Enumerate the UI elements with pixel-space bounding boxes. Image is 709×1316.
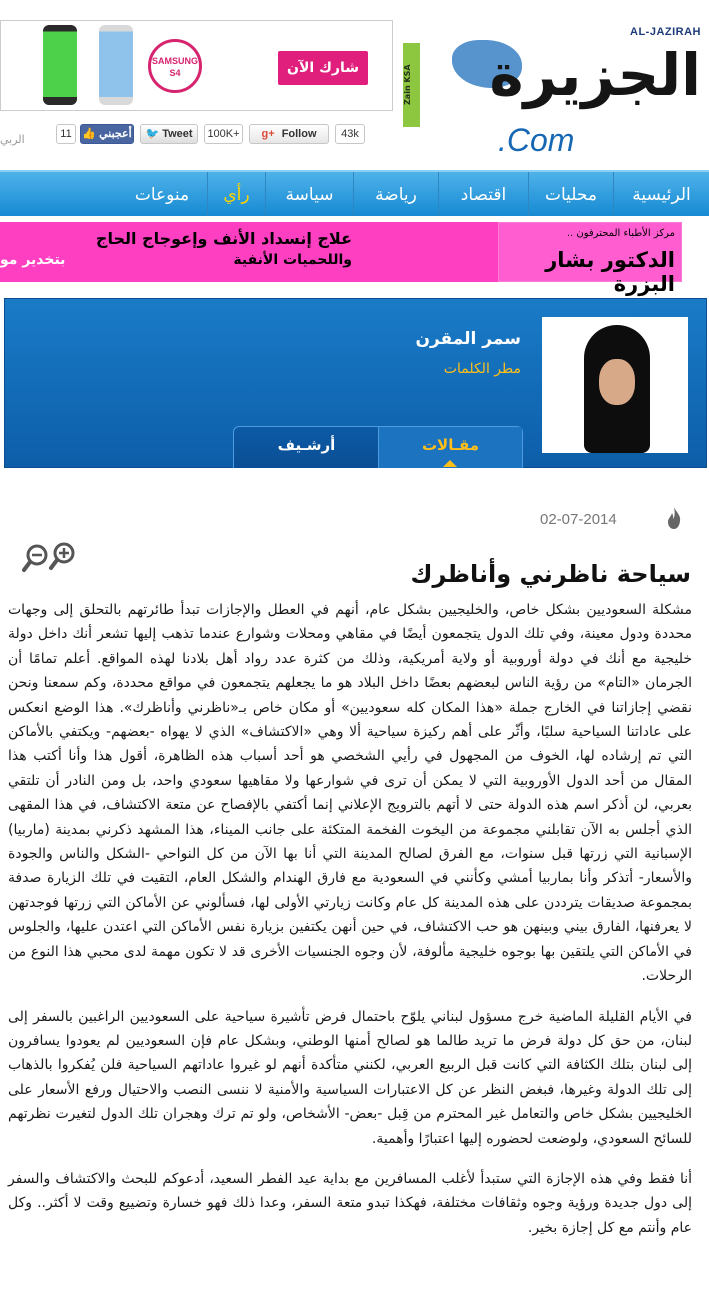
- doctor-ad-center: مركز الأطباء المحترفون ..: [566, 228, 675, 239]
- al-jazirah-logo[interactable]: [440, 26, 705, 161]
- flame-icon: [666, 506, 682, 530]
- logo-com-text: .Com: [498, 122, 575, 158]
- nav-item-misc[interactable]: منوعات: [134, 185, 190, 205]
- doctor-banner-ad[interactable]: [0, 222, 682, 296]
- doctor-ad-line2: واللحميات الأنفية: [233, 252, 352, 268]
- nav-item-opinion[interactable]: رأي: [207, 172, 265, 216]
- google-plus-icon: g+: [261, 128, 275, 140]
- author-profile-box: [4, 298, 707, 468]
- author-name[interactable]: سمر المقرن: [415, 329, 521, 349]
- main-navigation: [0, 170, 709, 216]
- social-share-bar: [0, 124, 370, 146]
- site-header: [0, 0, 709, 165]
- article-title: سياحة ناظرني وأناظرك: [410, 560, 691, 588]
- zoom-out-icon[interactable]: [24, 546, 46, 570]
- tab-articles[interactable]: [378, 427, 522, 468]
- doctor-ad-name: الدكتور بشار البزرة: [545, 248, 675, 296]
- article-meta: [530, 506, 690, 536]
- ad-brand: SAMSUNG: [151, 56, 198, 66]
- author-photo-face: [599, 359, 635, 405]
- samsung-s4-badge: [148, 39, 202, 93]
- article-body: [8, 598, 692, 1256]
- tab-archive[interactable]: أرشـيف: [277, 436, 336, 454]
- tweet-button[interactable]: [140, 124, 198, 144]
- article-paragraph: أنا فقط وفي هذه الإجازة التي ستبدأ لأغلب المسافرين مع بداية عيد الفطر السعيد، أدعوكم للبحث والاكتشاف والسفر إلى دول جديدة ورؤية وجوه وثقافات مختلفة، فهكذا تبدو متعة السفر، وعدا ذلك فهو خسارة وتضييع وقت لا أكثر.. وكل عام وأنتم مع كل إجازة بخير.: [8, 1170, 692, 1236]
- twitter-bird-icon: 🐦: [145, 128, 160, 140]
- google-plus-count: 43k: [335, 124, 365, 144]
- zain-ksa-logo: Zain KSA: [403, 43, 420, 127]
- logo-arabic-text: الجزيرة: [489, 41, 701, 109]
- nav-item-home[interactable]: الرئيسية: [613, 172, 709, 216]
- doctor-ad-anesthesia: بتخدير مو: [0, 252, 66, 268]
- ad-model: S4: [169, 68, 181, 78]
- nav-item-economy[interactable]: اقتصاد: [438, 172, 528, 216]
- header-date-fragment: الربي: [0, 133, 25, 146]
- tab-articles-label: مقـالات: [421, 436, 480, 454]
- author-photo: [542, 317, 688, 453]
- phone-image-black: [43, 25, 77, 105]
- google-plus-follow-button[interactable]: [249, 124, 329, 144]
- phone-image-white: [99, 25, 133, 105]
- facebook-like-count: 11: [56, 124, 76, 144]
- article-paragraph: مشكلة السعوديين بشكل خاص، والخليجيين بشكل عام، أنهم في العطل والإجازات تبدأ طائرتهم بالتحلق إلى وجهات محددة ودول معينة، وفي تلك الدول يتجمعون أيضًا في مقاهي ومحلات وشوارع عندما تذهب إليها تشعر أنك داخل دولة خليجية مع أنك في دولة أوروبية أو ولاية أمريكية، وذلك من كثرة عدد رواد أهل بلادنا لهذه المواقع. أعلم تمامًا أن الجرمان «التام» من رؤية الناس لبعضهم بعضًا داخل البلاد هو ما يجعلهم يتجمعون في مواقع محددة، وكم سمعنا ونحن نقضي إجازاتنا في الخارج جملة «هذا المكان كله سعوديين» أو مكان خاص بـ«ناظرني وأناظرك». هذا الوضع انعكس على عاداتنا السياحية سلبًا، وأثّر على أهم ركيزة سياحية ألا وهي «الاكتشاف» الذي لا يهواه -بعضهم- ويكتفي بالأماكن التي تم إرشاده لها، الخوف من المجهول في رأيي الشخصي هو أحد أسباب هذه الظاهرة، أقول هذا وأنا أكتب هذا المقال من أحد الدول الأوروبية التي لا يمكن أن ترى في شوارعها ولا مقاهيها سعودي واحد، بل ومن النادر أن تلتقي بعربي، لن أذكر اسم هذه الدولة حتى لا أتهم بالترويج الإعلاني إنما أكتفي بالإفصاح عن متعة الاكتشاف، في هذا المقهى الذي أجلس به الآن تقابلني مجموعة من اليخوت الفخمة المتكئة على جانب الميناء، هذا المشهد ذكرني بمدينة (ماربيا) الإسبانية التي زرتها قبل سنوات، مع الفرق لصالح المدينة التي أنا بها الآن من كل النواحي -الشكل والناس والجودة والأسعار- أتذكر وأنا بماربيا أمشي وكأنني في السعودية مع فارق الهندام والشكل العام، التقيت في تلك الزيارة صدفة بمجموعة صديقات يترددن على هذه المدينة كل عام وكانت زيارتي الأولى لها، فسألوني عن الأماكن التي زرتها فوجدتهن لا يعرفنها، الفارق بيني وبينهن هو حب الاكتشاف، في حين أنهن يكتفين بزيارة نفس الأماكن التي اعتدن عليها، والجلوس في الأماكن التي يلتقين بها بوجوه خليجية مألوفة، لأن وجوه الجنسيات الأخرى قد لا تكون مهمة لدى محبي هذا النوع من الرحلات.: [8, 602, 692, 985]
- nav-item-sports[interactable]: رياضة: [353, 172, 438, 216]
- author-tabs: [233, 426, 523, 468]
- facebook-like-label: أعجبني: [99, 128, 132, 140]
- facebook-like-button[interactable]: [80, 124, 134, 144]
- share-now-button[interactable]: شارك الآن: [278, 51, 368, 85]
- nav-item-local[interactable]: محليات: [528, 172, 613, 216]
- article-date: 02-07-2014: [540, 511, 617, 528]
- logo-latin-text: AL-JAZIRAH: [630, 26, 701, 38]
- nav-item-politics[interactable]: سياسة: [265, 172, 353, 216]
- doctor-ad-treatment: علاج إنسداد الأنف وإعوجاج الحاج: [95, 229, 352, 248]
- tweet-count: 100K+: [204, 124, 243, 144]
- tab-active-arrow-icon: [443, 460, 457, 467]
- gplus-follow-label: Follow: [281, 128, 317, 140]
- column-name: مطر الكلمات: [443, 361, 521, 377]
- article-paragraph: في الأيام القليلة الماضية خرج مسؤول لبناني يلوّح باحتمال فرض تأشيرة سياحية على السعوديين الراغبين بالسفر إلى لبنان، من حق كل دولة فرض ما تريد طالما هو لصالح أمنها الوطني، وبشكل عام فإن السعوديين لم يعودوا يسافرون إلى لبنان بتلك الكثافة التي كانت قبل الربيع العربي، لكنني متأكدة أنهم لو غيروا عاداتهم السياحية فلن يُفكروا بالذهاب إلى تلك الدولة وغيرها، فبغض النظر عن كل الاعتبارات السياسية والأمنية لا ننسى النصب والاحتيال ورفع الأسعار على الخليجيين بشكل خاص والتعامل غير المحترم من قِبل -بعض- الأشخاص، ولو تم ترك وهجران تلك الدول لتغيرت نظرتهم للسائح السعودي، ولوضعت لحضوره إليها اعتبارًا وأهمية.: [8, 1008, 692, 1147]
- samsung-banner-ad[interactable]: [0, 20, 412, 111]
- facebook-like-icon: 👍: [82, 128, 97, 140]
- tweet-label: Tweet: [162, 128, 193, 140]
- doctor-ad-nameplate: [498, 222, 682, 296]
